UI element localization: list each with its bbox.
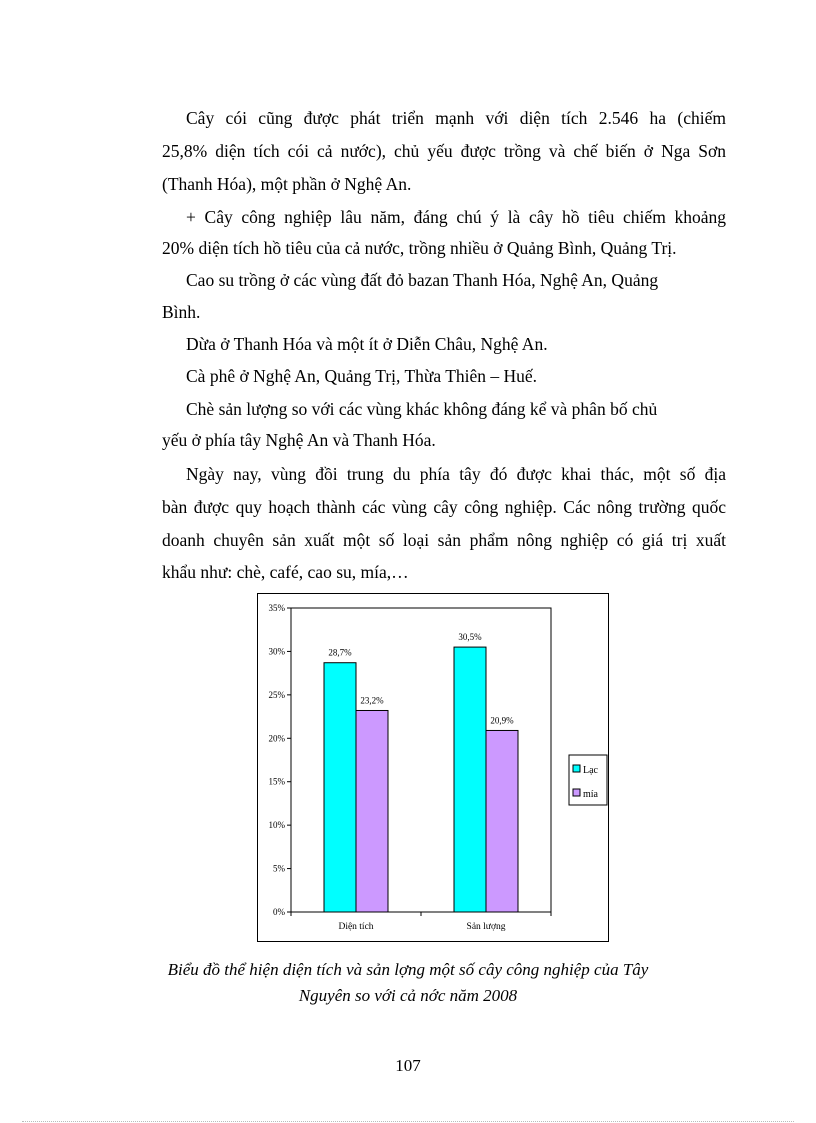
chart-caption-line-1: Biểu đồ thể hiện diện tích và sản lợng một số cây công nghiệp của Tây	[167, 960, 649, 979]
bar-chart	[257, 593, 609, 942]
paragraph-line: Cây cói cũng được phát triển mạnh với diện tích 2.546 ha (chiếm	[186, 108, 726, 128]
legend-label: mía	[583, 789, 598, 800]
y-tick-label: 5%	[273, 863, 285, 874]
paragraph-line: bàn được quy hoạch thành các vùng cây công nghiệp. Các nông trường quốc	[162, 497, 726, 517]
paragraph-line: Cao su trồng ở các vùng đất đỏ bazan Thanh Hóa, Nghệ An, Quảng	[186, 270, 659, 290]
paragraph-line: yếu ở phía tây Nghệ An và Thanh Hóa.	[162, 430, 436, 450]
paragraph-line: Cà phê ở Nghệ An, Quảng Trị, Thừa Thiên – Huế.	[186, 366, 538, 386]
paragraph-line: (Thanh Hóa), một phần ở Nghệ An.	[162, 174, 412, 194]
bar-mía-1	[486, 730, 518, 912]
page-number: 107	[395, 1056, 421, 1075]
page-bottom-rule	[22, 1121, 794, 1122]
paragraph-line: + Cây công nghiệp lâu năm, đáng chú ý là cây hồ tiêu chiếm khoảng	[186, 207, 726, 227]
paragraph-line: Dừa ở Thanh Hóa và một ít ở Diễn Châu, Nghệ An.	[186, 334, 548, 354]
bar-Lạc-0	[324, 663, 356, 912]
paragraph-line: Chè sản lượng so với các vùng khác không đáng kể và phân bố chủ	[186, 399, 658, 419]
x-tick-label: Diện tích	[338, 922, 374, 932]
paragraph-line: doanh chuyên sản xuất một số loại sản phẩm nông nghiệp có giá trị xuất	[162, 530, 726, 550]
chart-canvas	[258, 594, 608, 941]
y-tick-label: 25%	[268, 689, 285, 700]
paragraph-line: khẩu như: chè, café, cao su, mía,…	[162, 562, 409, 582]
y-tick-label: 30%	[268, 646, 285, 657]
bar-mía-0	[356, 710, 388, 912]
y-tick-label: 35%	[268, 603, 285, 613]
y-tick-label: 10%	[268, 820, 285, 831]
x-tick-label: Sản lượng	[466, 922, 506, 932]
bar-data-label: 23,2%	[360, 695, 384, 706]
bar-Lạc-1	[454, 647, 486, 912]
bar-data-label: 30,5%	[458, 632, 482, 643]
legend-swatch	[573, 789, 580, 796]
y-tick-label: 0%	[273, 907, 285, 917]
bar-data-label: 20,9%	[490, 715, 514, 726]
chart-caption-line-2: Nguyên so với cả nớc năm 2008	[298, 986, 518, 1005]
paragraph-line: 25,8% diện tích cói cả nước), chủ yếu được trồng và chế biến ở Nga Sơn	[162, 141, 726, 161]
paragraph-line: Ngày nay, vùng đồi trung du phía tây đó được khai thác, một số địa	[186, 464, 726, 484]
y-tick-label: 20%	[268, 733, 285, 744]
legend-label: Lạc	[583, 765, 598, 776]
bar-data-label: 28,7%	[328, 647, 352, 658]
y-tick-label: 15%	[268, 776, 285, 787]
paragraph-line: 20% diện tích hồ tiêu của cả nước, trồng nhiều ở Quảng Bình, Quảng Trị.	[162, 238, 677, 258]
legend-swatch	[573, 765, 580, 772]
paragraph-line: Bình.	[162, 302, 201, 322]
